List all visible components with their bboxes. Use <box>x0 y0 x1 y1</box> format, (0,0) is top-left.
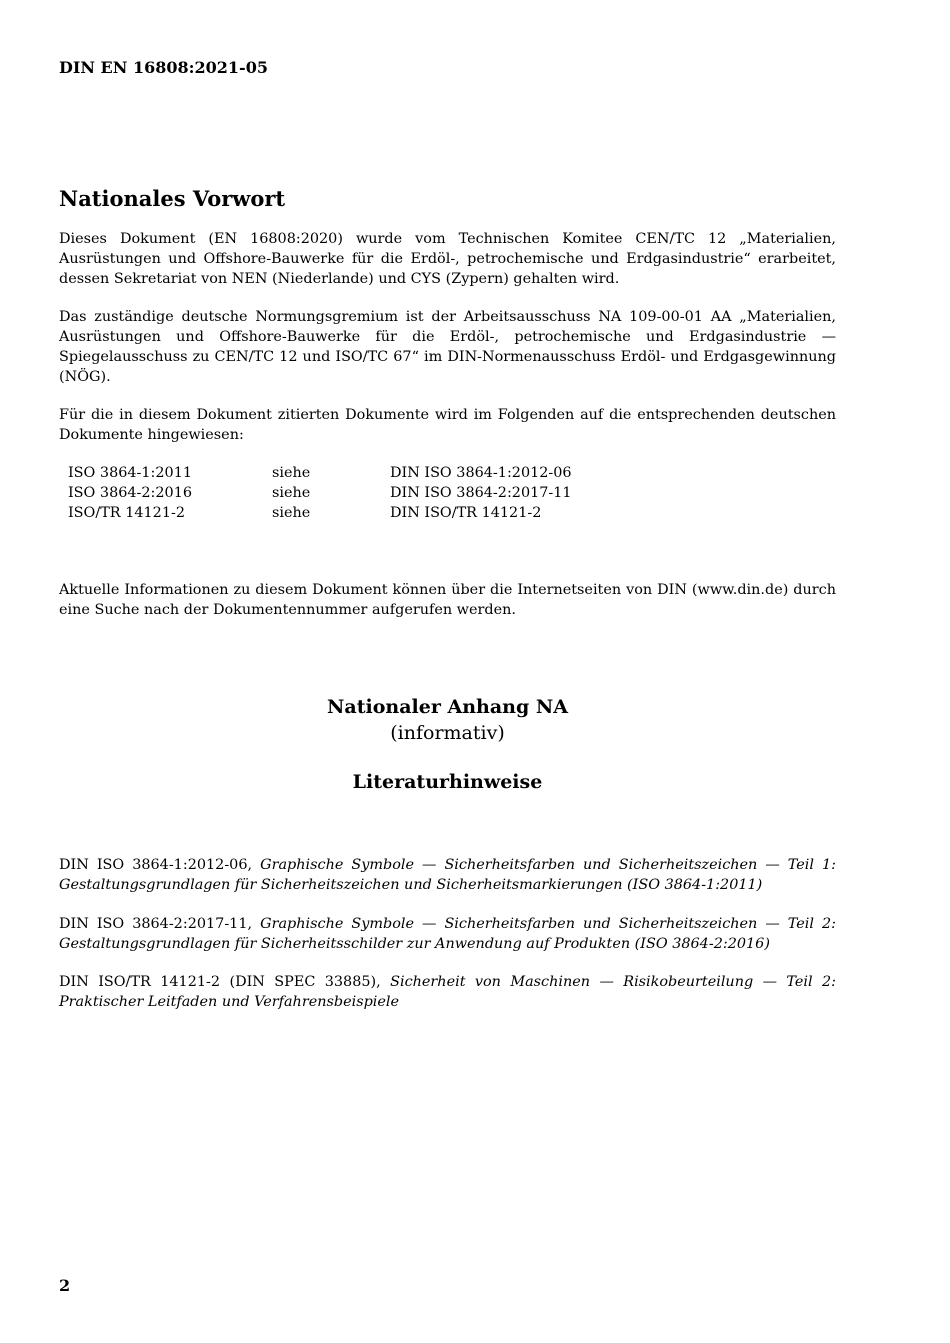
reference-source: ISO/TR 14121-2 <box>68 505 185 521</box>
reference-target: DIN ISO 3864-1:2012-06 <box>390 465 572 481</box>
annex-heading <box>59 694 836 795</box>
bibliography-entry <box>59 972 836 1012</box>
reference-target: DIN ISO 3864-2:2017-11 <box>390 485 572 501</box>
reference-source: ISO 3864-2:2016 <box>68 485 193 501</box>
reference-row <box>68 483 668 503</box>
reference-source: ISO 3864-1:2011 <box>68 465 193 481</box>
document-id-header: DIN EN 16808:2021-05 <box>59 58 268 77</box>
reference-table <box>68 463 668 523</box>
reference-row <box>68 503 668 523</box>
bibliography-entry <box>59 914 836 954</box>
page-number: 2 <box>59 1276 71 1295</box>
bibliography-title-text: Sicherheit von Maschinen — Risikobeurteilung — Teil 2: Praktischer Leitfaden und Verfahrensbeispiele <box>59 974 836 1010</box>
bibliography-title: Literaturhinweise <box>352 771 543 793</box>
annex-subtitle: (informativ) <box>390 722 505 744</box>
reference-target: DIN ISO/TR 14121-2 <box>390 505 542 521</box>
annex-title: Nationaler Anhang NA <box>327 696 568 718</box>
bibliography-entry <box>59 855 836 895</box>
foreword-title: Nationales Vorwort <box>59 186 286 211</box>
foreword-paragraph-4: Aktuelle Informationen zu diesem Dokument können über die Internetseiten von DIN (www.din.de) durch eine Suche nach der Dokumentennummer aufgerufen werden. <box>59 582 836 618</box>
reference-row <box>68 463 668 483</box>
reference-relation: siehe <box>272 485 311 501</box>
reference-relation: siehe <box>272 465 311 481</box>
foreword-paragraph-3: Für die in diesem Dokument zitierten Dokumente wird im Folgenden auf die entsprechenden deutschen Dokumente hingewiesen: <box>59 407 836 443</box>
foreword-paragraph-2: Das zuständige deutsche Normungsgremium ist der Arbeitsausschuss NA 109-00-01 AA „Materialien, Ausrüstungen und Offshore-Bauwerke für die Erdöl-, petrochemische und Erdgasindustrie — Spiegelausschuss zu CEN/TC 12 und ISO/TC 67“ im DIN-Normenausschuss Erdöl- und Erdgasgewinnung (NÖG). <box>59 309 836 385</box>
foreword-paragraph-1: Dieses Dokument (EN 16808:2020) wurde vom Technischen Komitee CEN/TC 12 „Materialien, Ausrüstungen und Offshore-Bauwerke für die Erdöl-, petrochemische und Erdgasindustrie“ erarbeitet, dessen Sekretariat von NEN (Niederlande) und CYS (Zypern) gehalten wird. <box>59 231 836 287</box>
reference-relation: siehe <box>272 505 311 521</box>
bibliography-ref: DIN ISO/TR 14121-2 (DIN SPEC 33885), <box>59 974 381 990</box>
bibliography-title-text: Graphische Symbole — Sicherheitsfarben und Sicherheitszeichen — Teil 1: Gestaltungsgrundlagen für Sicherheitszeichen und Sicherheitsmarkierungen (ISO 3864-1:2011) <box>59 857 836 893</box>
bibliography-ref: DIN ISO 3864-1:2012-06, <box>59 857 253 873</box>
bibliography-ref: DIN ISO 3864-2:2017-11, <box>59 916 253 932</box>
bibliography-title-text: Graphische Symbole — Sicherheitsfarben und Sicherheitszeichen — Teil 2: Gestaltungsgrundlagen für Sicherheitsschilder zur Anwendung auf Produkten (ISO 3864-2:2016) <box>59 916 836 952</box>
